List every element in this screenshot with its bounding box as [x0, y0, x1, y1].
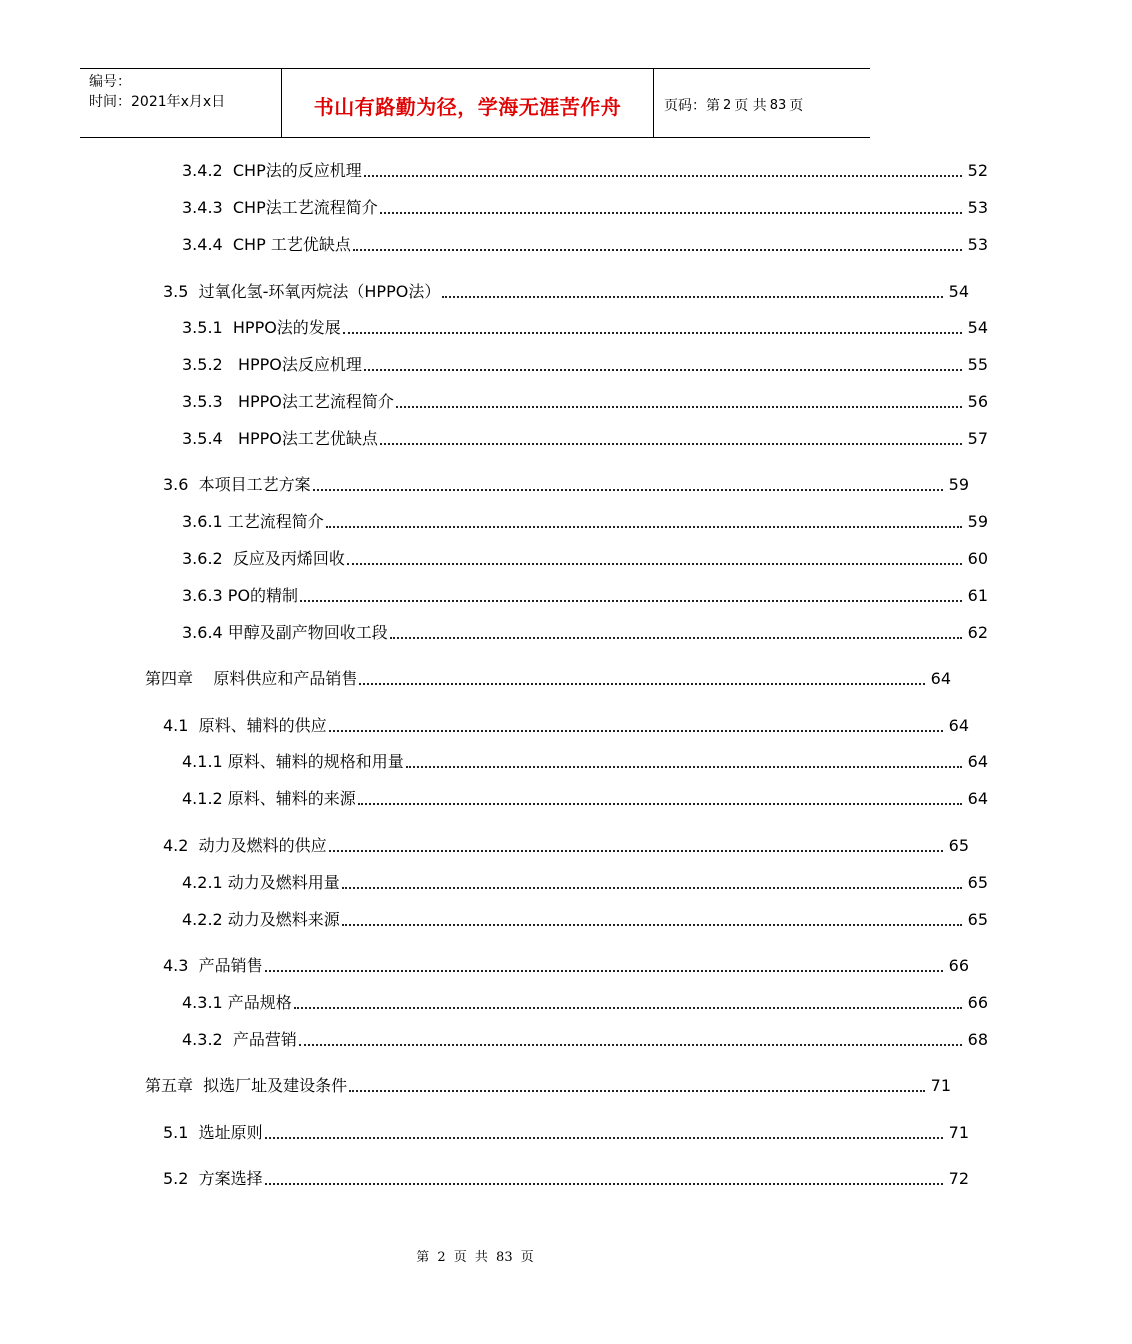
toc-dot-leader: [358, 803, 962, 805]
toc-entry[interactable]: [0, 159, 1132, 183]
page-header: [80, 68, 870, 138]
toc-entry-page-number: 55: [967, 355, 988, 374]
toc-entry[interactable]: [0, 316, 1132, 340]
toc-entry[interactable]: [0, 991, 1132, 1015]
toc-dot-leader: [299, 1044, 962, 1046]
toc-entry[interactable]: [0, 834, 1113, 858]
toc-entry-label: 3.6 本项目工艺方案: [163, 475, 311, 494]
toc-dot-leader: [329, 730, 943, 732]
toc-entry-label: 5.1 选址原则: [163, 1123, 263, 1142]
toc-entry-page-number: 57: [967, 429, 988, 448]
toc-entry-label: 4.1 原料、辅料的供应: [163, 716, 327, 735]
toc-entry-page-number: 54: [948, 282, 969, 301]
toc-entry-label: 5.2 方案选择: [163, 1169, 263, 1188]
toc-dot-leader: [349, 1090, 925, 1092]
toc-entry-label: 第五章 拟选厂址及建设条件: [145, 1076, 348, 1095]
toc-entry-page-number: 64: [967, 789, 988, 808]
toc-entry[interactable]: [0, 473, 1113, 497]
toc-entry-label: 3.5.1 HPPO法的发展: [182, 318, 341, 337]
toc-entry-label: 3.5 过氧化氢-环氧丙烷法（HPPO法）: [163, 282, 441, 301]
toc-entry[interactable]: [0, 280, 1113, 304]
toc-dot-leader: [294, 1007, 962, 1009]
toc-entry-label: 3.6.1 工艺流程简介: [182, 512, 324, 531]
header-meta: [80, 69, 282, 137]
toc-dot-leader: [364, 175, 962, 177]
toc-entry[interactable]: [0, 510, 1132, 534]
toc-entry-page-number: 64: [930, 669, 951, 688]
toc-entry-page-number: 60: [967, 549, 988, 568]
toc-entry-label: 3.5.3 HPPO法工艺流程简介: [182, 392, 394, 411]
toc-entry[interactable]: [0, 427, 1132, 451]
toc-entry-label: 4.1.2 原料、辅料的来源: [182, 789, 356, 808]
toc-dot-leader: [265, 970, 943, 972]
toc-entry-label: 4.1.1 原料、辅料的规格和用量: [182, 752, 404, 771]
toc-entry[interactable]: [0, 787, 1132, 811]
toc-entry-page-number: 65: [967, 873, 988, 892]
toc-entry-page-number: 65: [948, 836, 969, 855]
page-suffix: 页: [789, 98, 804, 114]
toc-entry-page-number: 64: [967, 752, 988, 771]
toc-dot-leader: [359, 683, 925, 685]
toc-entry-page-number: 71: [948, 1123, 969, 1142]
page-mid: 页 共: [734, 98, 767, 114]
toc-dot-leader: [300, 600, 962, 602]
toc-entry-label: 3.6.4 甲醇及副产物回收工段: [182, 623, 388, 642]
toc-entry-page-number: 61: [967, 586, 988, 605]
time-label: 时间：2021年x月x日: [89, 94, 226, 110]
toc-entry[interactable]: [0, 621, 1132, 645]
toc-entry[interactable]: [0, 667, 1095, 691]
toc-entry[interactable]: [0, 1121, 1113, 1145]
toc-entry-page-number: 66: [948, 956, 969, 975]
page-footer: 第 2 页 共 83 页: [416, 1250, 534, 1265]
toc-entry-label: 4.2.1 动力及燃料用量: [182, 873, 340, 892]
page-current: 2: [723, 97, 732, 113]
toc-entry-page-number: 72: [948, 1169, 969, 1188]
toc-entry[interactable]: [0, 547, 1132, 571]
toc-entry[interactable]: [0, 714, 1113, 738]
toc-entry-page-number: 71: [930, 1076, 951, 1095]
toc-entry-label: 3.4.3 CHP法工艺流程简介: [182, 198, 378, 217]
toc-entry-label: 3.5.4 HPPO法工艺优缺点: [182, 429, 378, 448]
toc-entry[interactable]: [0, 196, 1132, 220]
toc-dot-leader: [442, 296, 943, 298]
toc-dot-leader: [347, 563, 962, 565]
toc-dot-leader: [380, 212, 962, 214]
toc-entry-label: 3.4.2 CHP法的反应机理: [182, 161, 362, 180]
toc-entry-label: 4.2 动力及燃料的供应: [163, 836, 327, 855]
toc-entry[interactable]: [0, 353, 1132, 377]
toc-dot-leader: [326, 526, 962, 528]
toc-entry[interactable]: [0, 1028, 1132, 1052]
toc-entry-label: 第四章 原料供应和产品销售: [145, 669, 358, 688]
toc-entry[interactable]: [0, 954, 1113, 978]
toc-dot-leader: [313, 489, 943, 491]
toc-entry-label: 3.6.2 反应及丙烯回收: [182, 549, 345, 568]
code-label: 编号：: [89, 74, 131, 90]
motto-text: 书山有路勤为径，学海无涯苦作舟: [313, 94, 622, 119]
toc-entry-page-number: 54: [967, 318, 988, 337]
toc-dot-leader: [265, 1183, 943, 1185]
page-prefix: 页码：第: [664, 98, 720, 114]
toc-entry-page-number: 62: [967, 623, 988, 642]
toc-entry[interactable]: [0, 1167, 1113, 1191]
header-page-info: [654, 69, 870, 137]
toc-entry[interactable]: [0, 584, 1132, 608]
toc-entry-page-number: 68: [967, 1030, 988, 1049]
toc-entry-label: 4.2.2 动力及燃料来源: [182, 910, 340, 929]
toc-entry-page-number: 59: [967, 512, 988, 531]
toc-entry-page-number: 52: [967, 161, 988, 180]
page-total: 83: [769, 97, 787, 113]
toc-entry[interactable]: [0, 233, 1132, 257]
toc-dot-leader: [329, 850, 943, 852]
toc-entry[interactable]: [0, 1074, 1095, 1098]
toc-entry-page-number: 65: [967, 910, 988, 929]
toc-dot-leader: [380, 443, 962, 445]
toc-entry-page-number: 64: [948, 716, 969, 735]
toc-dot-leader: [265, 1137, 943, 1139]
toc-entry-page-number: 59: [948, 475, 969, 494]
header-motto: [282, 69, 654, 137]
toc-dot-leader: [343, 332, 962, 334]
toc-dot-leader: [342, 924, 962, 926]
toc-entry[interactable]: [0, 390, 1132, 414]
toc-dot-leader: [364, 369, 962, 371]
toc-entry-page-number: 53: [967, 235, 988, 254]
toc-entry-label: 4.3.2 产品营销: [182, 1030, 297, 1049]
toc-entry-page-number: 66: [967, 993, 988, 1012]
toc-dot-leader: [406, 766, 962, 768]
toc-entry-page-number: 56: [967, 392, 988, 411]
toc-dot-leader: [342, 887, 962, 889]
toc-entry-label: 3.6.3 PO的精制: [182, 586, 299, 605]
toc-entry-label: 3.4.4 CHP 工艺优缺点: [182, 235, 351, 254]
toc-entry[interactable]: [0, 871, 1132, 895]
toc-entry-label: 4.3 产品销售: [163, 956, 263, 975]
toc-dot-leader: [353, 249, 962, 251]
toc-entry-label: 3.5.2 HPPO法反应机理: [182, 355, 362, 374]
toc-entry-label: 4.3.1 产品规格: [182, 993, 292, 1012]
toc-entry[interactable]: [0, 908, 1132, 932]
toc-dot-leader: [396, 406, 962, 408]
toc-dot-leader: [390, 637, 962, 639]
toc-entry[interactable]: [0, 750, 1132, 774]
toc-entry-page-number: 53: [967, 198, 988, 217]
